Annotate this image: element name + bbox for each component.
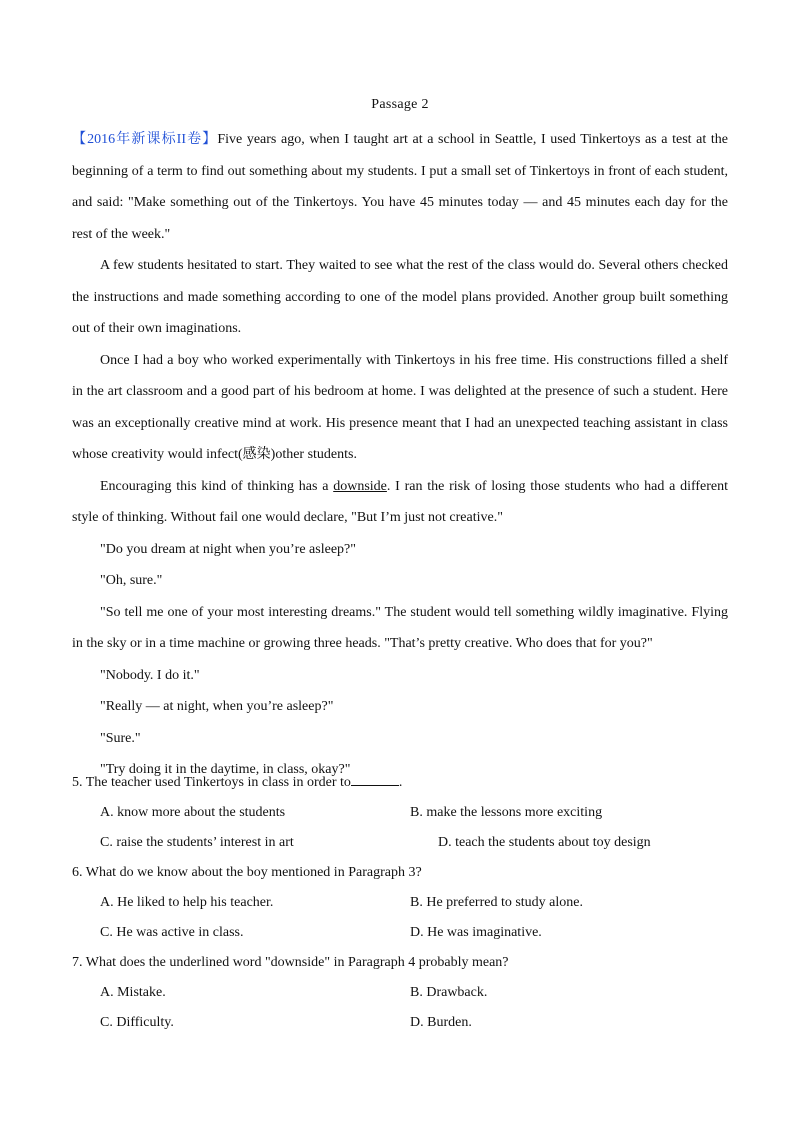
option-b[interactable]: B. make the lessons more exciting: [410, 805, 603, 820]
options-row: [72, 798, 728, 828]
option-c[interactable]: C. raise the students’ interest in art: [100, 835, 294, 850]
paragraph-4-end: . I ran the risk of losing those students who had a different style of thinking. Without fail one would declare, "But I’m just not creative.": [72, 478, 729, 525]
options-row: [72, 828, 728, 858]
options-row: [72, 1008, 728, 1038]
passage-body: [72, 124, 728, 786]
question-5-text: 5. The teacher used Tinkertoys in class in order to: [72, 775, 351, 790]
question-5-end: .: [398, 775, 403, 790]
paragraph-2: A few students hesitated to start. They waited to see what the rest of the class would do. Several others checked the instructions and made something according to one of the model plans provided. Another group built something out of their own imaginations.: [72, 258, 728, 336]
paragraph-1: [72, 124, 728, 250]
option-b[interactable]: B. He preferred to study alone.: [410, 895, 583, 910]
dialogue-line: "So tell me one of your most interesting dreams." The student would tell something wildly imaginative. Flying in the sky or in a time machine or growing three heads. "That’s pretty creative. Who does that for you?": [72, 604, 728, 651]
dialogue-line: "Try doing it in the daytime, in class, okay?": [100, 762, 351, 777]
source-tag: 【2016年新课标II卷】: [72, 132, 218, 147]
option-c[interactable]: C. He was active in class.: [100, 925, 244, 940]
option-d[interactable]: D. Burden.: [410, 1015, 472, 1030]
dialogue-line: "Really — at night, when you’re asleep?": [100, 699, 334, 714]
dialogue-line: "Sure.": [100, 730, 141, 746]
dialogue-line: "Nobody. I do it.": [100, 667, 200, 683]
dialogue-line: "Oh, sure.": [100, 573, 163, 588]
underlined-word: downside: [333, 478, 387, 494]
question-list: [72, 768, 728, 1038]
option-a[interactable]: A. He liked to help his teacher.: [100, 895, 274, 910]
option-d[interactable]: D. He was imaginative.: [410, 925, 542, 940]
option-c[interactable]: C. Difficulty.: [100, 1015, 174, 1030]
option-d[interactable]: D. teach the students about toy design: [438, 835, 651, 850]
option-b[interactable]: B. Drawback.: [410, 985, 488, 1000]
paragraph-4-start: Encouraging this kind of thinking has a: [100, 478, 334, 494]
question-stem: 6. What do we know about the boy mentioned in Paragraph 3?: [72, 865, 422, 880]
paragraph-4: [72, 471, 728, 534]
dialogue-line: "Do you dream at night when you’re asleep?": [100, 541, 356, 557]
options-row: [72, 918, 728, 948]
paragraph-3: Once I had a boy who worked experimentally with Tinkertoys in his free time. His constructions filled a shelf in the art classroom and a good part of his bedroom at home. I was delighted at the presence of such a student. Here was an exceptionally creative mind at work. His presence meant that I had an unexpected teaching assistant in class whose creativity would infect(感染)other students.: [72, 352, 728, 462]
paragraph-1-text: Five years ago, when I taught art at a school in Seattle, I used Tinkertoys as a test at the beginning of a term to find out something about my students. I put a small set of Tinkertoys in front of each student, and said: "Make something out of the Tinkertoys. You have 45 minutes today — and 45 minutes each day for the rest of the week.": [72, 132, 728, 242]
option-a[interactable]: A. know more about the students: [100, 805, 286, 820]
passage-title: Passage 2: [371, 97, 429, 112]
options-row: [72, 888, 728, 918]
question-stem: 7. What does the underlined word "downside" in Paragraph 4 probably mean?: [72, 955, 509, 970]
option-a[interactable]: A. Mistake.: [100, 985, 166, 1000]
answer-blank: [351, 771, 399, 786]
question-stem: [72, 768, 728, 798]
options-row: [72, 978, 728, 1008]
